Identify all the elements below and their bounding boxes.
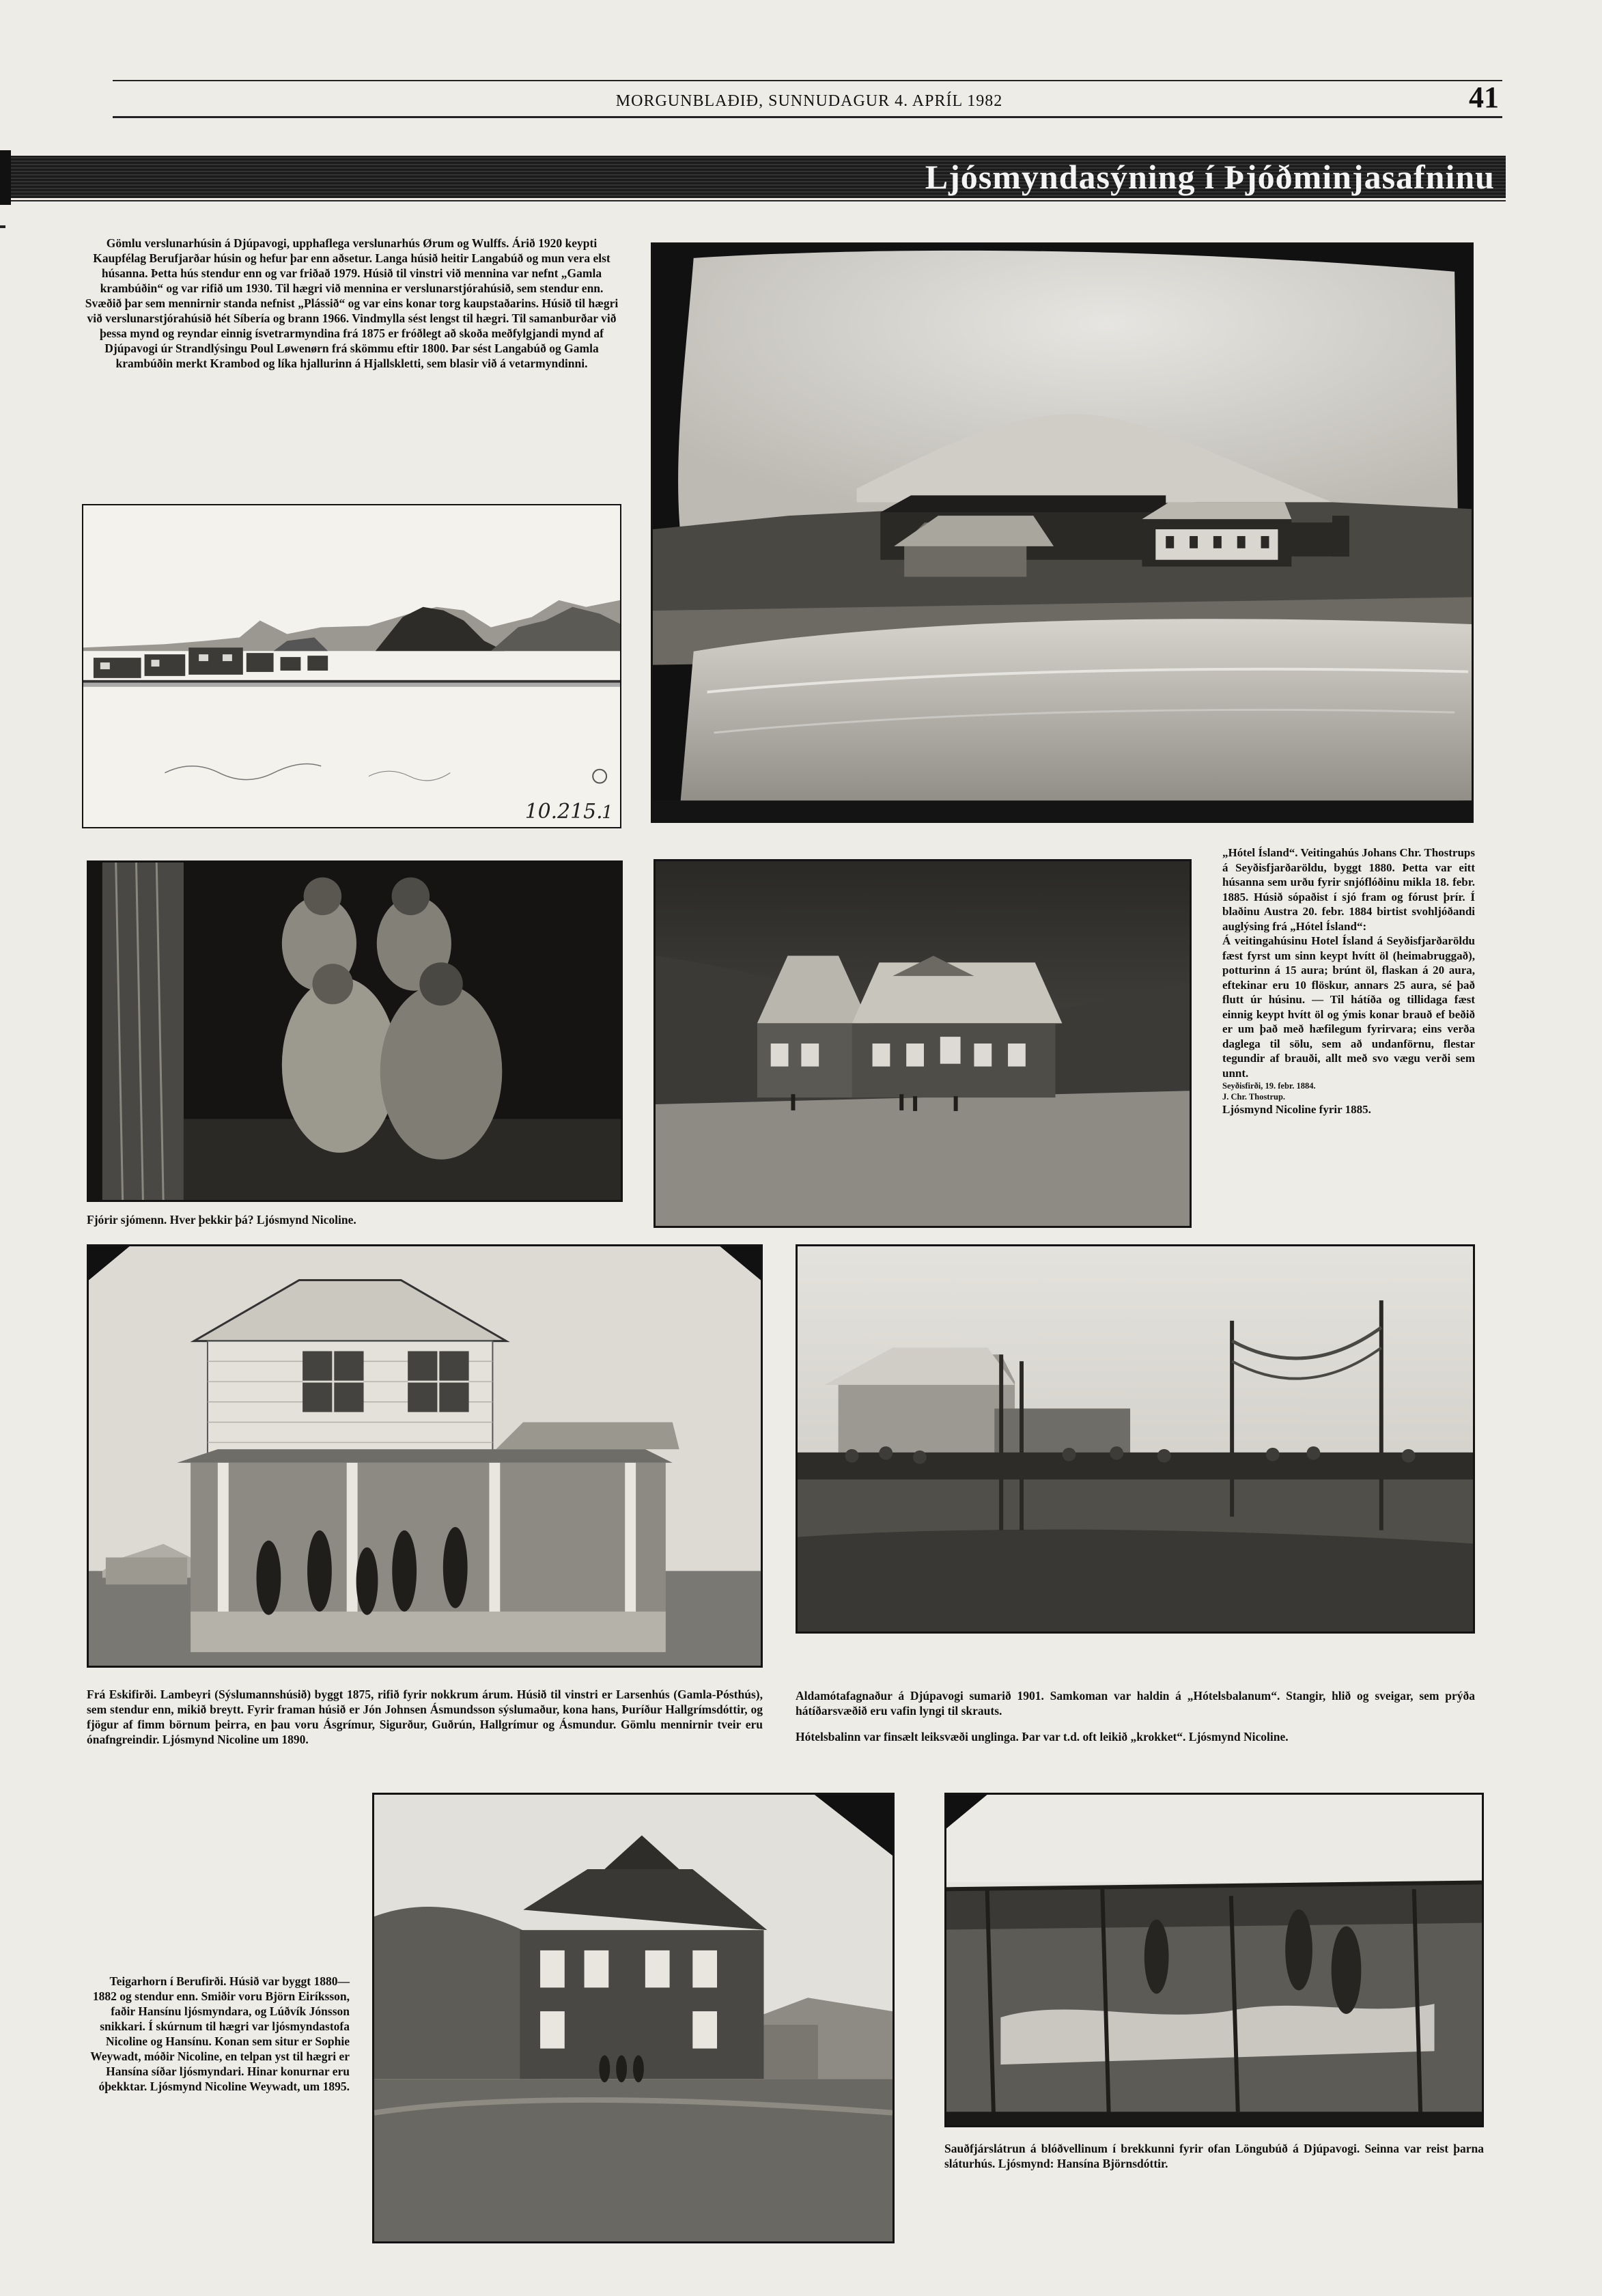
caption-aldamot-krokket: Hótelsbalinn var finsælt leiksvæði unglinga. Þar var t.d. oft leikið „krokket“. Ljósmynd Nicoline.	[796, 1730, 1289, 1744]
teigarhorn-scene	[374, 1795, 893, 2241]
photo-eskifjordur-house	[87, 1244, 763, 1668]
left-margin-bar	[0, 150, 11, 205]
caption-djupavogur-houses: Gömlu verslunarhúsin á Djúpavogi, upphaflega verslunarhús Ørum og Wulffs. Árið 1920 keypti Kaupfélag Berufjarðar húsin og hefur þar enn aðsetur. Langa húsið heitir Langabúð og mun vera elst húsanna. Þetta hús stendur enn og var friðað 1979. Húsið til vinstri við mennina var nefnt „Gamla krambúðin“ og var rifið um 1930. Til hægri við mennina er verslunarstjórahúsið, sem stendur enn. Svæðið þar sem mennirnir standa nefnist „Plássið“ og var eins konar torg kaupstaðarins. Húsið til hægri við verslunarstjórahúsið hét Síbería og brann 1966. Vindmylla sést lengst til hægri. Til samanburðar við þessa mynd og reyndar einnig ísvetrarmyndina frá 1875 er fróðlegt að skoða meðfylgjandi mynd af Djúpavogi úr Strandlýsingu Poul Løwenørn frá skömmu eftir 1800. Þar sést Langabúð og Gamla krambúðin merkt Krambod og líka hjallurinn á Hjallskletti, sem blasir við á vetarmyndinni.	[85, 236, 619, 370]
caption-slaughter: Sauðfjárslátrun á blóðvellinum í brekkunni fyrir ofan Löngubúð á Djúpavogi. Seinna var reist þarna sláturhús. Ljósmynd: Hansína Björnsdóttir.	[944, 2142, 1484, 2170]
winter-scene	[653, 244, 1472, 821]
photo-sheep-slaughter	[944, 1793, 1484, 2127]
celebration-scene	[798, 1246, 1473, 1632]
sysslumannshus-scene	[89, 1246, 761, 1666]
slaughter-scene	[946, 1795, 1482, 2125]
photo-hotel-island	[654, 859, 1192, 1228]
caption-hotel-sign-name: J. Chr. Thostrup.	[1222, 1092, 1286, 1102]
caption-teigarhorn: Teigarhorn í Berufirði. Húsið var byggt 1880—1882 og stendur enn. Smiðir voru Björn Eiríksson, faðir Hansínu ljósmyndara, og Lúðvík Jónsson snikkari. Í skúrnum til hægri var ljósmyndastofa Nicoline og Hansínu. Konan sem situr er Sophie Weywadt, móðir Nicoline, en telpan yst til hægri er Hansína síðar ljósmyndari. Hinar konurnar eru óþekktar. Ljósmynd Nicoline Weywadt, um 1895.	[90, 1974, 350, 2093]
caption-aldamot: Aldamótafagnaður á Djúpavogi sumarið 1901. Samkoman var haldin á „Hótelsbalanum“. Stangir, hlið og sveigar, sem prýða hátíðarsvæðið eru vafin lyngi til skrauts.	[796, 1689, 1475, 1718]
page-number: 41	[1469, 81, 1499, 114]
masthead: MORGUNBLAÐIÐ, SUNNUDAGUR 4. APRÍL 1982	[615, 92, 1003, 110]
caption-hotel-advert: Á veitingahúsinu Hotel Ísland á Seyðisfjarðaröldu fæst fyrst um sinn keypt hvítt öl (heimabruggað), potturinn á 15 aura; brúnt öl, flaskan á 20 aura, eftekinar eru 10 flöskur, annars 25 aura, sé það flutt úr húsinu. — Til hátíða og tillidaga fæst einnig keypt hvítt öl og ýmis konar brauð ef beðið er um það með hæfilegum fyrirvara; eins verða daglega til sölu, sem að undanförnu, flestar tegundir af brauði, allt með svo vægu verði sem unnt.	[1222, 934, 1475, 1080]
section-banner	[0, 156, 1506, 198]
photo-djupavogur-sketch	[82, 504, 621, 828]
seamen-portrait	[89, 863, 621, 1200]
top-rule	[113, 80, 1502, 81]
photo-aldamot-celebration	[796, 1244, 1475, 1634]
photo-djupavogur-winter	[651, 242, 1474, 823]
left-margin-line	[0, 225, 5, 228]
caption-seamen: Fjórir sjómenn. Hver þekkir þá? Ljósmynd Nicoline.	[87, 1213, 356, 1227]
photo-teigarhorn	[372, 1793, 895, 2243]
banner-underline	[0, 200, 1506, 201]
sketch-print-number: 10.215.	[524, 800, 603, 824]
photo-four-seamen	[87, 860, 623, 1202]
masthead-rule	[113, 116, 1502, 118]
section-title: Ljósmyndasýning í Þjóðminjasafninu	[925, 158, 1495, 196]
caption-hotel-credit: Ljósmynd Nicoline fyrir 1885.	[1222, 1103, 1371, 1116]
caption-hotel-history: „Hótel Ísland“. Veitingahús Johans Chr. Thostrups á Seyðisfjarðaröldu, byggt 1880. Þetta var eitt húsanna sem urðu fyrir snjóflóðinu mikla 18. febr. 1885. Húsið sópaðist í sjó fram og fórust þrír. Í blaðinu Austra 20. febr. 1884 birtist svohljóðandi auglýsing frá „Hótel Ísland“:	[1222, 846, 1475, 933]
hotel-island-scene	[656, 861, 1190, 1226]
sketch-print-mark: 1	[602, 802, 613, 824]
caption-eskifjordur: Frá Eskifirði. Lambeyri (Sýslumannshúsið) byggt 1875, rifið fyrir nokkrum árum. Húsið til vinstri er Larsenhús (Gamla-Pósthús), sem stendur enn, mikið breytt. Fyrir framan húsið er Jón Johnsen Ásmundsson sýslumaður, kona hans, Þuríður Hallgrímsdóttir, og fjögur af fimm börnum þeirra, en þau voru Ásgrímur, Sigurður, Guðrún, Hallgrímur og Ásmundur. Gömlu mennirnir tveir eru ónafngreindir. Ljósmynd Nicoline um 1890.	[87, 1688, 763, 1746]
caption-hotel-island	[1222, 845, 1475, 1117]
coastline-sketch	[83, 505, 620, 827]
caption-hotel-sign-place: Seyðisfirði, 19. febr. 1884.	[1222, 1081, 1316, 1091]
